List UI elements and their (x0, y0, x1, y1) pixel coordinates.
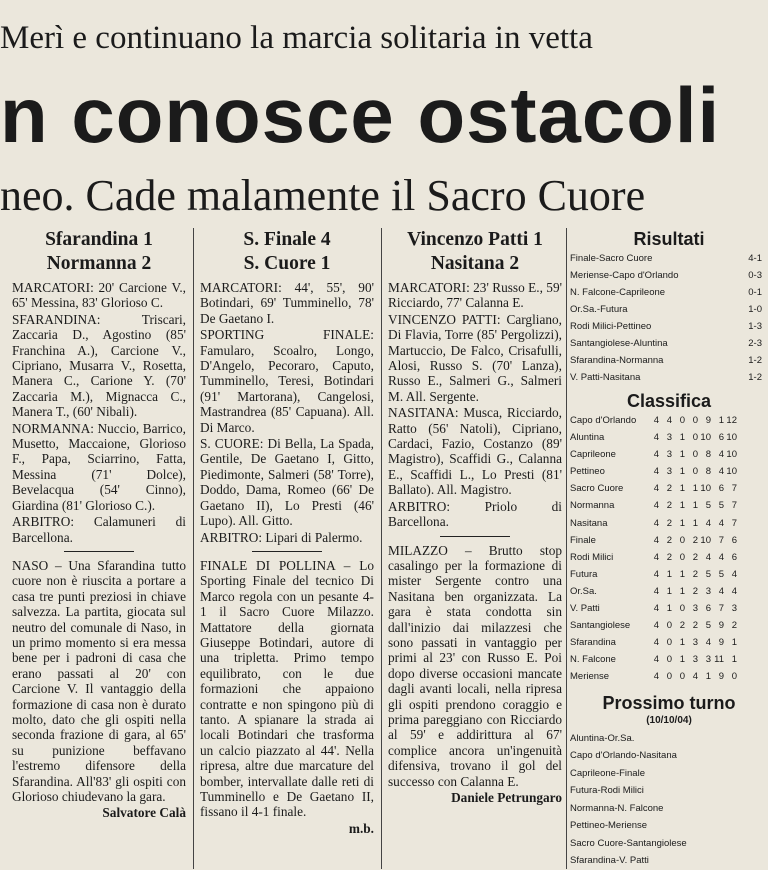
standings-value: 10 (726, 449, 737, 461)
result-match: Finale-Sacro Cuore (570, 253, 653, 264)
standings-row (570, 583, 768, 600)
standings-team: Rodi Milici (570, 551, 614, 563)
standings-value: 2 (666, 500, 672, 512)
standings-value: 2 (666, 483, 672, 495)
standings-value: 6 (731, 551, 737, 563)
result-score: 1-0 (748, 304, 762, 315)
story-text: FINALE DI POLLINA – Lo Sporting Finale del tecnico Di Marco regola con un pesante 4-1 il Sacro Cuore Milazzo. Mattatore della giornata Giuseppe Botindari, autore di una tripletta. Primo tempo equilibrato, con le due formazioni che appaiono contratte e non spingono più di tanto. A spianare la strada ai locali Botindari che trasforma un calcio piazzato al 44'. Nella ripresa, altre due marcature del bomber, intervallate dalle reti di Tumminello e De Gaetano II, fissano il 4-1 finale. (200, 557, 374, 820)
standings-value: 1 (679, 585, 685, 597)
standings-value: 4 (718, 517, 724, 529)
fixture: Sacro Cuore-Santangiolese (570, 837, 687, 849)
result-match: N. Falcone-Caprileone (570, 287, 666, 298)
standings-value: 4 (718, 551, 724, 563)
standings-team: Aluntina (570, 432, 605, 444)
fixture: Aluntina-Or.Sa. (570, 732, 635, 744)
home-score-line: Sfarandina 1 (45, 229, 153, 250)
standings-value: 6 (705, 603, 711, 615)
standings-table (570, 412, 768, 686)
referee: ARBITRO: Priolo di Barcellona. (388, 498, 562, 530)
standings-value: 4 (653, 449, 659, 461)
standings-value: 10 (726, 432, 737, 444)
standings-team: Caprileone (570, 449, 616, 461)
next-round-title: Prossimo turno (602, 692, 736, 713)
standings-value: 2 (679, 620, 685, 632)
standings-value: 4 (653, 603, 659, 615)
standings-value: 1 (679, 432, 685, 444)
results-list (570, 250, 768, 386)
standings-value: 2 (666, 534, 672, 546)
standings-value: 2 (731, 620, 737, 632)
standings-value: 1 (666, 585, 672, 597)
standings-team: N. Falcone (570, 654, 616, 666)
standings-value: 10 (726, 466, 737, 478)
standings-value: 0 (679, 534, 685, 546)
standings-row (570, 668, 768, 685)
result-row (570, 318, 768, 335)
standings-value: 0 (666, 654, 672, 666)
standings-value: 1 (718, 415, 724, 426)
standings-row (570, 532, 768, 549)
standings-sidebar (570, 228, 768, 870)
standings-value: 7 (718, 603, 724, 615)
standings-value: 10 (700, 534, 711, 546)
home-lineup: SFARANDINA: Triscari, Zaccaria D., Agostino (85' Franchina A.), Carcione V., Cipriano, Musarra V., Rosetta, Manera C., Carione Y. (70' Zaccaria M.), Mignacca C., Manera T., (60' Nibali). (12, 311, 186, 420)
referee: ARBITRO: Lipari di Palermo. (200, 529, 363, 545)
story-text: MILAZZO – Brutto stop casalingo per la formazione di mister Sergente contro una Nasitana ben organizzata. La gara è stata condotta sin dall'inizio dai milazzesi che sono passati in vantaggio per primi al 23' con Russo E. Poi dopo diverse occasioni mancate dagli avanti locali, nella ripresa gli ospiti prendono coraggio e prima pareggiano con Ricciardo al 59' e addirittura al 67' complice ancora un'ingenuità difensiva, trovano il gol del successo con Calanna E. (388, 542, 562, 789)
column-rule (381, 228, 382, 869)
fixture: Capo d'Orlando-Nasitana (570, 750, 677, 761)
standings-value: 3 (692, 603, 698, 615)
standings-value: 3 (666, 466, 672, 478)
standings-value: 4 (653, 466, 659, 478)
standings-value: 9 (705, 415, 711, 426)
standings-row (570, 549, 768, 566)
result-score: 1-2 (748, 355, 762, 366)
standings-value: 4 (718, 585, 724, 597)
standings-row (570, 515, 768, 532)
standings-team: Pettineo (570, 466, 605, 478)
result-match: V. Patti-Nasitana (570, 372, 641, 383)
result-row (570, 250, 768, 267)
standings-value: 8 (705, 466, 711, 478)
standings-value: 0 (679, 603, 685, 615)
standings-value: 4 (718, 466, 724, 478)
standings-value: 4 (653, 637, 659, 649)
scorers: MARCATORI: 44', 55', 90' Botindari, 69' Tumminello, 78' De Gaetano I. (200, 280, 374, 326)
fixture: Normanna-N. Falcone (570, 802, 664, 814)
match-title (388, 228, 562, 276)
article-column-2 (200, 228, 374, 836)
fixture: Caprileone-Finale (570, 767, 645, 779)
standings-team: V. Patti (570, 603, 600, 615)
standings-value: 10 (700, 432, 711, 444)
standings-value: 4 (653, 534, 659, 546)
standings-value: 4 (692, 671, 698, 683)
standings-value: 5 (705, 500, 711, 512)
standings-value: 0 (679, 551, 685, 563)
standings-value: 2 (692, 585, 698, 597)
standings-value: 0 (692, 415, 698, 426)
standings-team: Finale (570, 534, 596, 546)
standings-value: 2 (666, 517, 672, 529)
standings-value: 1 (679, 466, 685, 478)
scorers: MARCATORI: 23' Russo E., 59' Ricciardo, 77' Calanna E. (388, 280, 562, 311)
fixture: Pettineo-Meriense (570, 820, 648, 831)
standings-value: 0 (692, 432, 698, 444)
standings-value: 9 (718, 620, 724, 632)
next-round-date: (10/10/04) (646, 714, 692, 726)
standings-value: 6 (731, 534, 737, 546)
standings-value: 10 (700, 483, 711, 495)
result-score: 0-1 (748, 287, 762, 298)
standings-value: 1 (666, 568, 672, 580)
standings-value: 1 (692, 483, 698, 495)
standings-team: Capo d'Orlando (570, 415, 637, 426)
standings-value: 3 (666, 449, 672, 461)
column-rule (193, 228, 194, 869)
standings-value: 1 (692, 500, 698, 512)
match-title (200, 228, 374, 276)
standings-value: 1 (679, 517, 685, 529)
standings-value: 4 (718, 449, 724, 461)
standings-value: 4 (666, 415, 672, 426)
standings-value: 7 (731, 517, 737, 529)
kicker: Merì e continuano la marcia solitaria in vetta (0, 20, 593, 56)
standings-team: Sfarandina (570, 637, 616, 649)
standings-value: 3 (692, 654, 698, 666)
result-row (570, 352, 768, 369)
result-row (570, 369, 768, 386)
divider (64, 551, 134, 552)
standings-value: 4 (653, 517, 659, 529)
standings-value: 3 (692, 637, 698, 649)
story-text: NASO – Una Sfarandina tutto cuore non è riuscita a portare a casa tre punti preziosi in chiave salvezza. La partita, giocata sul neutro del comunale di Naso, in un primo momento si era messa bene per i padroni di casa che erano passati al 20' con Carcione V. Il vantaggio della formazione di casa non è durato molto, dato che gli ospiti nella seconda frazione di gara, al 65' su punizione beffavano l'estremo difensore della Sfarandina. All'83' gli ospiti con Glorioso chiudevano la gara. (12, 557, 186, 804)
result-match: Sfarandina-Normanna (570, 355, 664, 366)
standings-value: 9 (718, 637, 724, 649)
standings-row (570, 446, 768, 463)
standings-value: 3 (705, 654, 711, 666)
byline: Salvatore Calà (102, 805, 186, 821)
standings-value: 4 (705, 517, 711, 529)
standings-row (570, 617, 768, 634)
standings-value: 1 (679, 568, 685, 580)
standings-value: 4 (653, 415, 659, 426)
standings-value: 4 (705, 637, 711, 649)
standings-value: 1 (705, 671, 711, 683)
standings-value: 5 (705, 620, 711, 632)
standings-value: 1 (679, 637, 685, 649)
standings-value: 1 (679, 449, 685, 461)
standings-value: 6 (718, 483, 724, 495)
standings-value: 0 (679, 415, 685, 426)
standings-value: 0 (666, 620, 672, 632)
standings-value: 0 (666, 671, 672, 683)
result-match: Santangiolese-Aluntina (570, 338, 668, 349)
article-column-1 (12, 228, 186, 821)
standings-value: 4 (653, 568, 659, 580)
divider (252, 551, 322, 552)
byline: m.b. (348, 820, 374, 836)
standings-value: 7 (718, 534, 724, 546)
standings-value: 12 (726, 415, 737, 426)
standings-value: 11 (714, 654, 724, 666)
result-row (570, 284, 768, 301)
standings-row (570, 634, 768, 651)
result-match: Or.Sa.-Futura (570, 304, 628, 315)
standings-value: 4 (653, 620, 659, 632)
standings-value: 4 (653, 654, 659, 666)
standings-team: Nasitana (570, 517, 608, 529)
standings-row (570, 412, 768, 429)
standings-value: 9 (718, 671, 724, 683)
away-lineup: S. CUORE: Di Bella, La Spada, Gentile, De Gaetano I, Gitto, Piedimonte, Salmeri (58' Torre), Doddo, Dama, Romeo (66' De Gaetano II), Lo Presti (46' Lupo). All. Gitto. (200, 436, 374, 529)
home-score-line: Vincenzo Patti 1 (407, 229, 543, 250)
standings-value: 5 (718, 568, 724, 580)
standings-row (570, 429, 768, 446)
standings-value: 0 (666, 637, 672, 649)
standings-value: 4 (653, 585, 659, 597)
standings-team: Sacro Cuore (570, 483, 624, 495)
standings-team: Or.Sa. (570, 585, 597, 597)
standings-value: 4 (653, 500, 659, 512)
standings-value: 0 (731, 671, 737, 683)
next-round-list (570, 730, 768, 870)
standings-value: 3 (666, 432, 672, 444)
standings-value: 1 (679, 500, 685, 512)
result-row (570, 335, 768, 352)
headline: n conosce ostacoli (0, 71, 721, 159)
byline: Daniele Petrungaro (451, 790, 562, 805)
standings-value: 4 (653, 483, 659, 495)
result-score: 4-1 (748, 253, 762, 264)
standings-value: 5 (718, 500, 724, 512)
away-score-line: S. Cuore 1 (243, 253, 331, 274)
standings-team: Santangiolese (570, 620, 631, 632)
article-column-3 (388, 228, 562, 805)
standings-value: 4 (731, 585, 737, 597)
standings-value: 2 (692, 620, 698, 632)
standings-row (570, 600, 768, 617)
standings-value: 3 (731, 603, 737, 615)
subheadline: neo. Cade malamente il Sacro Cuore (0, 171, 646, 220)
standings-value: 4 (731, 568, 737, 580)
away-score-line: Nasitana 2 (430, 253, 520, 274)
standings-row (570, 566, 768, 583)
result-score: 1-2 (748, 372, 762, 383)
standings-value: 4 (653, 551, 659, 563)
standings-value: 7 (731, 500, 737, 512)
standings-value: 0 (679, 671, 685, 683)
result-score: 2-3 (748, 338, 762, 349)
scorers: MARCATORI: 20' Carcione V., 65' Messina, 83' Glorioso C. (12, 280, 186, 311)
standings-value: 1 (679, 483, 685, 495)
result-match: Rodi Milici-Pettineo (570, 321, 652, 332)
standings-value: 7 (731, 483, 737, 495)
standings-row (570, 651, 768, 668)
standings-team: Meriense (570, 671, 610, 683)
standings-value: 1 (731, 654, 737, 666)
standings-row (570, 497, 768, 514)
result-match: Meriense-Capo d'Orlando (570, 270, 679, 281)
standings-value: 6 (718, 432, 724, 444)
standings-value: 3 (705, 585, 711, 597)
result-row (570, 301, 768, 318)
standings-value: 8 (705, 449, 711, 461)
results-title: Risultati (633, 229, 705, 249)
away-score-line: Normanna 2 (46, 253, 152, 274)
standings-value: 1 (679, 654, 685, 666)
standings-value: 2 (666, 551, 672, 563)
standings-value: 2 (692, 534, 698, 546)
standings-value: 1 (692, 517, 698, 529)
fixture: Futura-Rodi Milici (570, 785, 644, 796)
home-lineup: VINCENZO PATTI: Cargliano, Di Flavia, Torre (85' Pergolizzi), Martuccio, De Falco, Crisafulli, Alosi, Russo S. (70' Lanza), Russo E., Salmeri G., Salmeri M. All. Sergente. (388, 311, 562, 404)
standings-value: 4 (653, 432, 659, 444)
standings-value: 4 (653, 671, 659, 683)
standings-value: 0 (692, 466, 698, 478)
standings-value: 1 (666, 603, 672, 615)
match-title (12, 228, 186, 276)
away-lineup: NASITANA: Musca, Ricciardo, Ratto (56' Natoli), Cipriano, Cardaci, Fazio, Costanzo (89' Magistro), Scaffidi G., Calanna E., Scaffidi L., Lo Presti (81' Ballato). All. Magistro. (388, 405, 562, 498)
standings-title: Classifica (626, 391, 712, 411)
fixture: Sfarandina-V. Patti (570, 855, 649, 866)
standings-team: Normanna (570, 500, 615, 512)
standings-value: 2 (692, 551, 698, 563)
standings-value: 1 (731, 637, 737, 649)
home-score-line: S. Finale 4 (243, 229, 331, 250)
referee: ARBITRO: Calamuneri di Barcellona. (12, 514, 186, 545)
standings-value: 5 (705, 568, 711, 580)
standings-row (570, 480, 768, 497)
result-score: 0-3 (748, 270, 762, 281)
standings-row (570, 463, 768, 480)
standings-team: Futura (570, 568, 598, 580)
column-rule (566, 228, 567, 869)
result-row (570, 267, 768, 284)
standings-value: 2 (692, 568, 698, 580)
standings-value: 4 (705, 551, 711, 563)
away-lineup: NORMANNA: Nuccio, Barrico, Musetto, Maccaione, Glorioso F., Papa, Sciarrino, Fatta, Messina (71' Dolce), Bevelacqua (54' Cinno), Giardina (81' Glorioso C.). (12, 420, 186, 513)
home-lineup: SPORTING FINALE: Famularo, Scoalro, Longo, D'Angelo, Pecoraro, Caputo, Tumminello, Teresi, Botindari (91' Martorana), Cangelosi, Mastrandrea (85' Capuana). All. Di Marco. (200, 327, 374, 435)
standings-value: 0 (692, 449, 698, 461)
divider (440, 536, 510, 537)
result-score: 1-3 (748, 321, 762, 332)
